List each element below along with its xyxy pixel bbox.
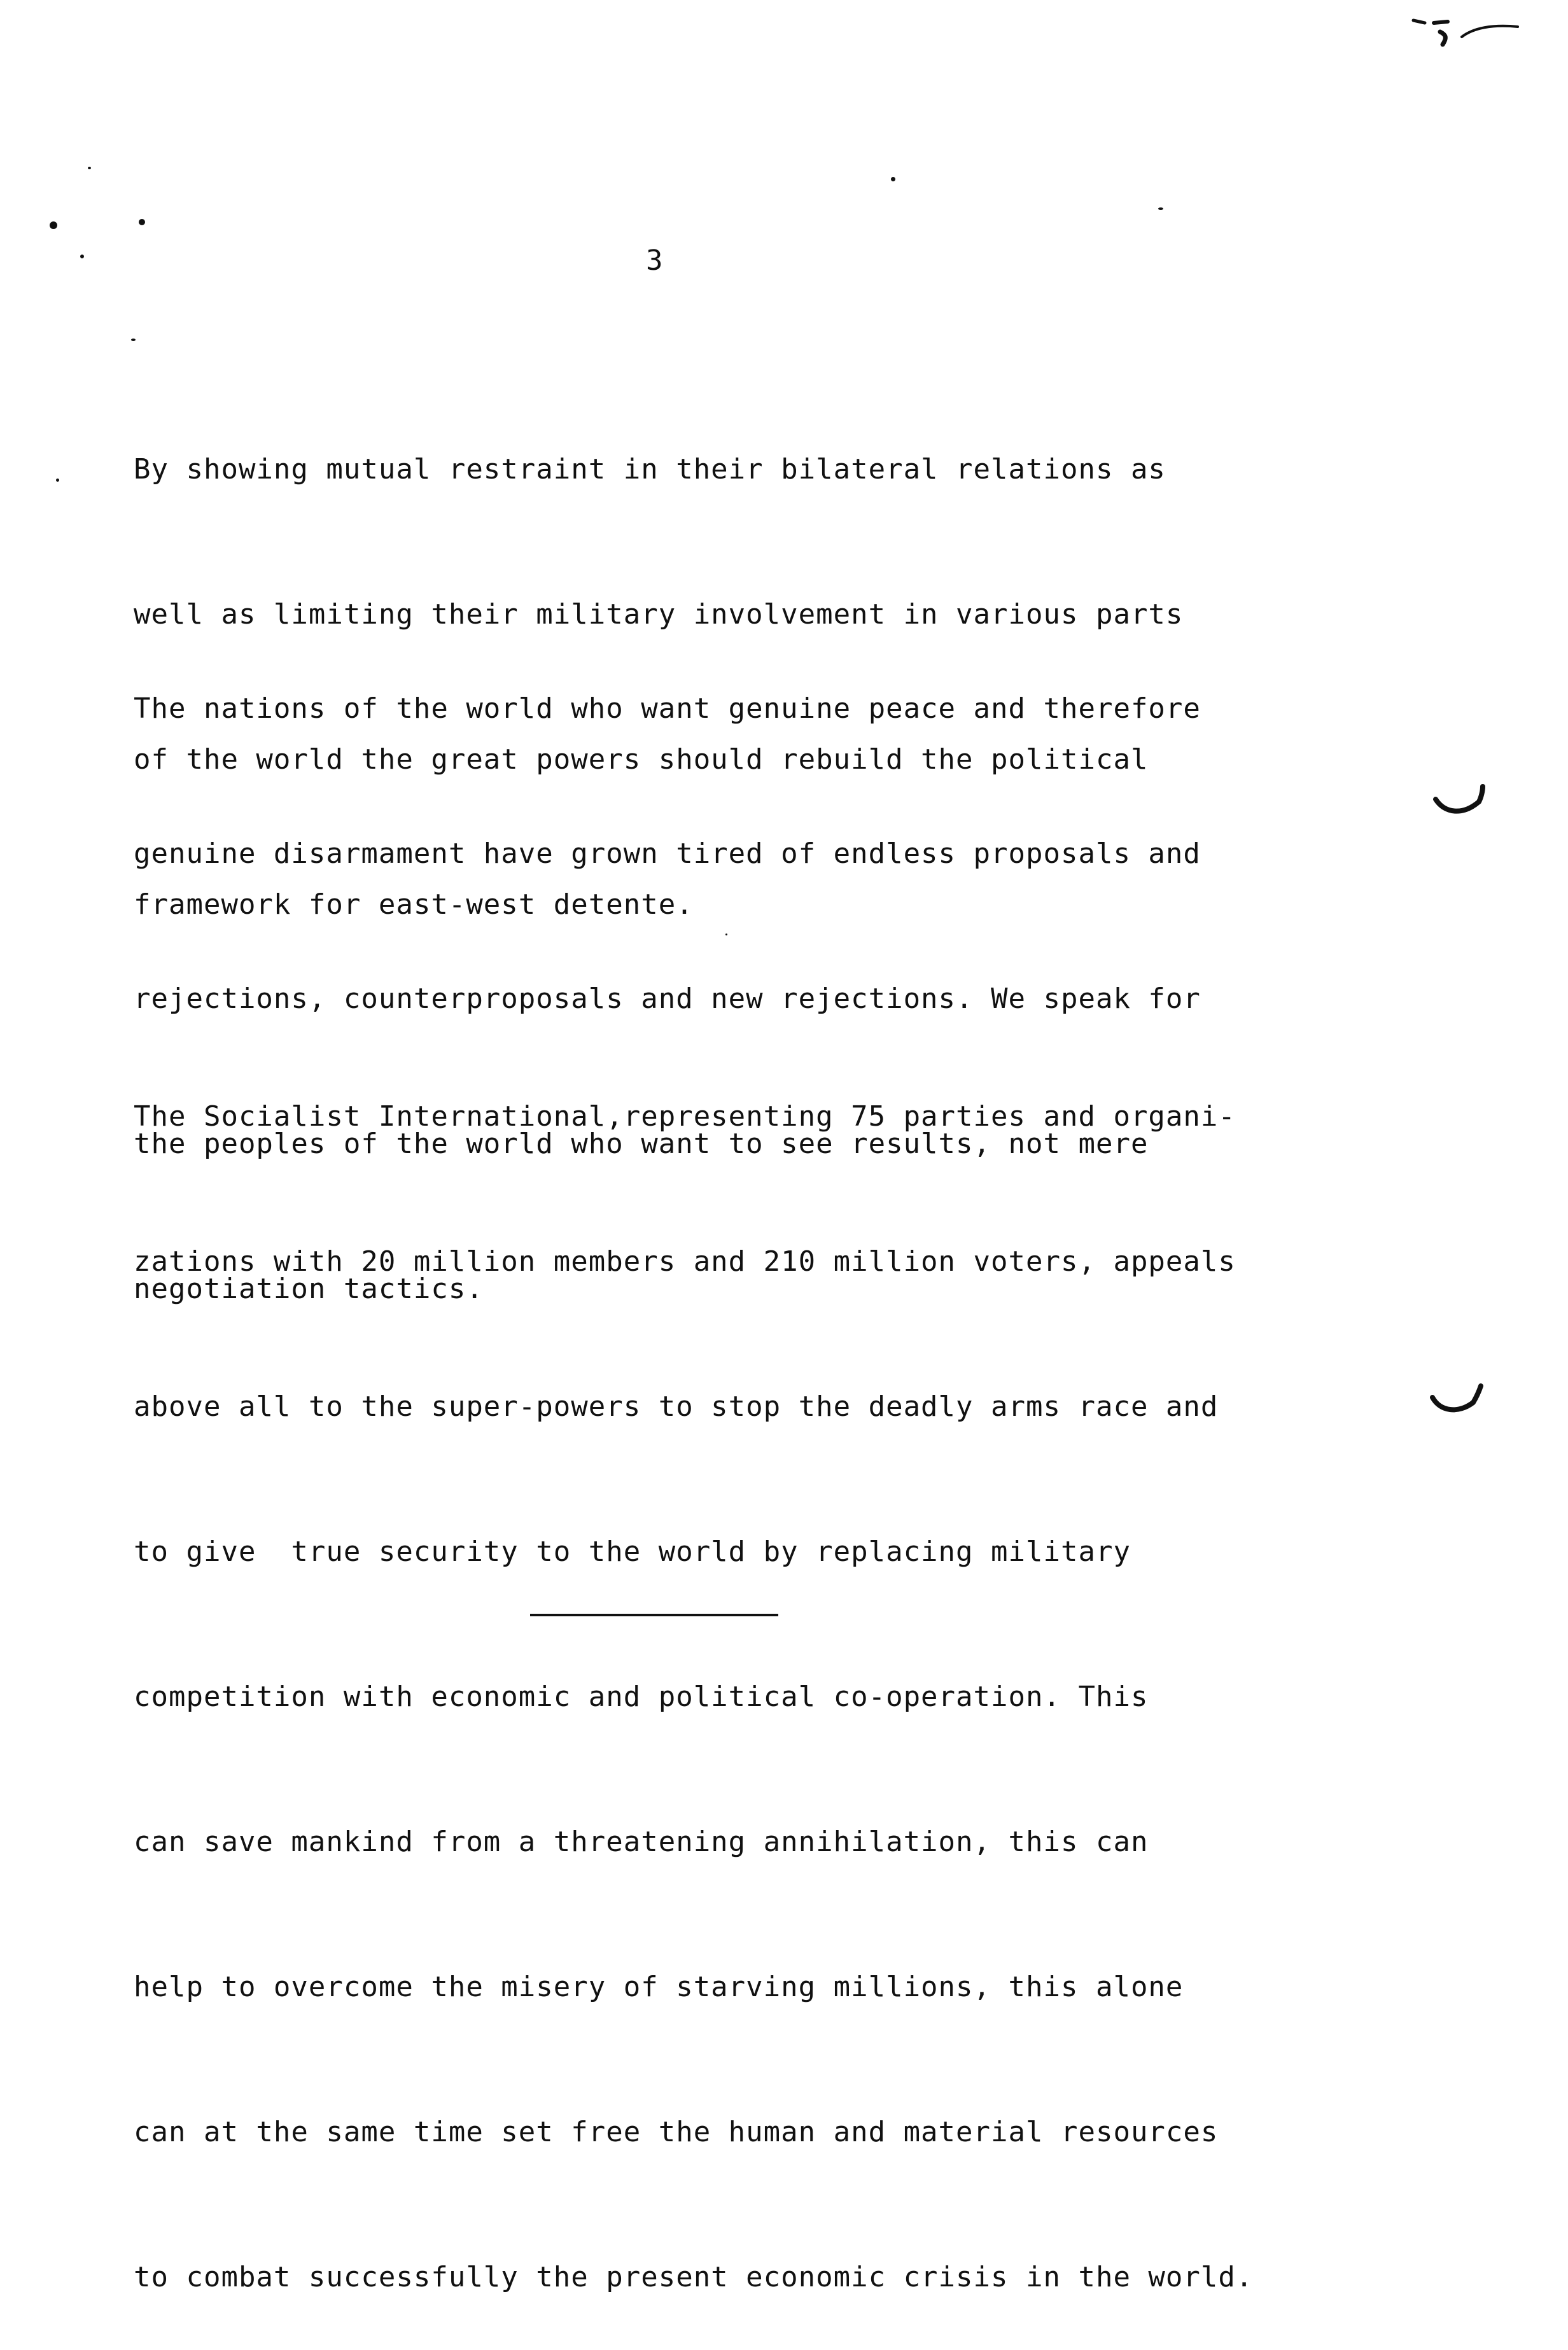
text-line: help to overcome the misery of starving millions, this alone (134, 1971, 1184, 2003)
text-line: can save mankind from a threatening annihilation, this can (134, 1826, 1149, 1858)
text-line: genuine disarmament have grown tired of endless proposals and (134, 837, 1201, 870)
text-line: can at the same time set free the human and material resources (134, 2116, 1219, 2148)
scan-speck (139, 219, 145, 225)
text-line: The Socialist International,representing 75 parties and organi- (134, 1100, 1236, 1133)
text-line: to give true security to the world by replacing military (134, 1535, 1131, 1568)
text-line: of the world the great powers should rebuild the political (134, 743, 1149, 776)
text-line: By showing mutual restraint in their bilateral relations as (134, 453, 1166, 486)
text-line: to combat successfully the present economic crisis in the world. (134, 2261, 1254, 2293)
page-number: 3 (646, 244, 663, 277)
paragraph-socialist-international (134, 996, 1253, 2350)
scan-speck (725, 934, 727, 935)
scan-speck (80, 255, 84, 258)
text-line: negotiation tactics. (134, 1273, 484, 1305)
scan-speck (56, 479, 59, 482)
text-line: competition with economic and political co-operation. This (134, 1681, 1149, 1713)
scan-speck (1158, 207, 1163, 210)
scan-speck (131, 339, 136, 341)
text-line: the peoples of the world who want to see results, not mere (134, 1128, 1149, 1160)
text-line: well as limiting their military involvement in various parts (134, 598, 1184, 631)
scan-speck (50, 221, 57, 229)
scan-speck (88, 167, 91, 169)
text-line: framework for east-west detente. (134, 888, 694, 921)
text-line: zations with 20 million members and 210 million voters, appeals (134, 1245, 1236, 1278)
end-divider (530, 1614, 778, 1616)
check-mark-icon (1429, 1382, 1486, 1427)
text-line: above all to the super-powers to stop the deadly arms race and (134, 1390, 1219, 1423)
corner-pen-marks-icon (1410, 13, 1524, 57)
text-line: The nations of the world who want genuine peace and therefore (134, 692, 1201, 725)
scan-speck (891, 177, 895, 181)
check-mark-icon (1432, 783, 1489, 827)
text-line: rejections, counterproposals and new rejections. We speak for (134, 983, 1201, 1015)
